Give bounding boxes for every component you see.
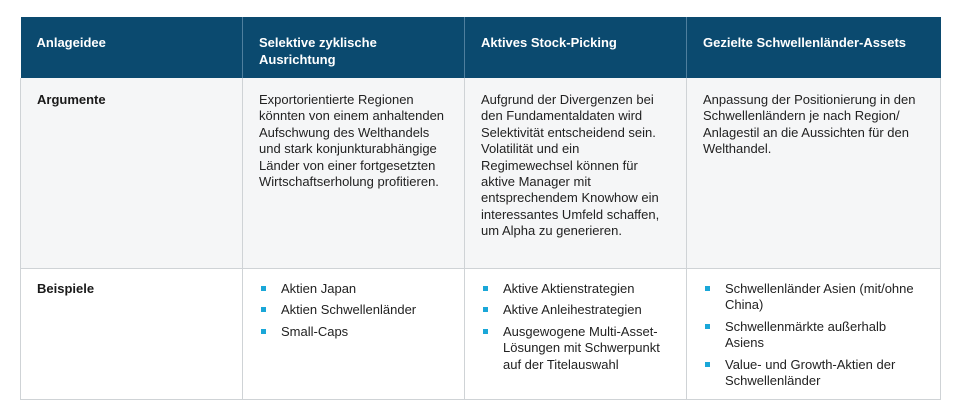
investment-ideas-table xyxy=(20,17,941,400)
table-row-examples xyxy=(21,269,941,400)
examples-list xyxy=(703,281,926,389)
list-item-text: Aktive Anleihestrategien xyxy=(503,302,642,318)
list-item-text: Small-Caps xyxy=(281,323,349,339)
list-item xyxy=(481,281,672,297)
list-item-text: Value- und Growth-Aktien der Schwellenländer xyxy=(725,356,896,389)
list-item xyxy=(703,281,926,314)
square-bullet-icon xyxy=(705,362,710,367)
list-item-text: Aktive Aktienstrategien xyxy=(503,281,635,296)
list-item xyxy=(259,324,450,340)
header-cell-investment-idea: Anlageidee xyxy=(21,17,243,78)
header-cell-selective-cyclical: Selektive zyklische Ausrichtung xyxy=(243,17,465,78)
argument-cell-active-stock-picking: Aufgrund der Divergenzen bei den Fundamentaldaten wird Selektivität entscheidend sein. Volatilität und ein Regimewechsel können für aktive Manager mit entsprechendem Knowhow ein interessantes Umfeld schaffen, um Alpha zu generieren. xyxy=(465,78,687,269)
argument-cell-selective-cyclical: Exportorientierte Regionen könnten von einem anhaltenden Aufschwung des Welthandels und stark konjunkturabhängige Länder von einer fortgesetzten Wirtschaftserholung profitieren. xyxy=(243,78,465,269)
square-bullet-icon xyxy=(483,307,488,312)
row-label-examples: Beispiele xyxy=(21,269,243,400)
list-item-text: Schwellenländer Asien (mit/ohne China) xyxy=(725,281,914,313)
argument-cell-emerging-market-assets: Anpassung der Positionierung in den Schwellenländern je nach Region/ Anlagestil an die Aussichten für den Welthandel. xyxy=(687,78,941,269)
header-cell-emerging-market-assets: Gezielte Schwellenländer-Assets xyxy=(687,17,941,78)
examples-cell-active-stock-picking xyxy=(465,269,687,400)
examples-cell-emerging-market-assets xyxy=(687,269,941,400)
list-item xyxy=(481,302,672,318)
square-bullet-icon xyxy=(261,307,266,312)
table-row-arguments xyxy=(21,78,941,269)
examples-list xyxy=(259,281,450,340)
square-bullet-icon xyxy=(261,286,266,291)
header-row xyxy=(21,17,941,78)
investment-ideas-table-wrapper xyxy=(20,17,940,400)
square-bullet-icon xyxy=(261,329,266,334)
examples-cell-selective-cyclical xyxy=(243,269,465,400)
square-bullet-icon xyxy=(483,286,488,291)
square-bullet-icon xyxy=(483,329,488,334)
list-item-text: Ausgewogene Multi-Asset-Lösungen mit Schwerpunkt auf der Titelauswahl xyxy=(503,323,660,372)
list-item-text: Aktien Japan xyxy=(281,281,357,296)
list-item-text: Schwellenmärkte außerhalb Asiens xyxy=(725,318,887,351)
square-bullet-icon xyxy=(705,286,710,291)
list-item xyxy=(259,281,450,297)
examples-list xyxy=(481,281,672,373)
list-item xyxy=(259,302,450,318)
header-cell-active-stock-picking: Aktives Stock-Picking xyxy=(465,17,687,78)
row-label-arguments: Argumente xyxy=(21,78,243,269)
square-bullet-icon xyxy=(705,324,710,329)
list-item xyxy=(703,319,926,352)
list-item-text: Aktien Schwellenländer xyxy=(281,302,417,318)
list-item xyxy=(481,324,672,373)
list-item xyxy=(703,357,926,390)
